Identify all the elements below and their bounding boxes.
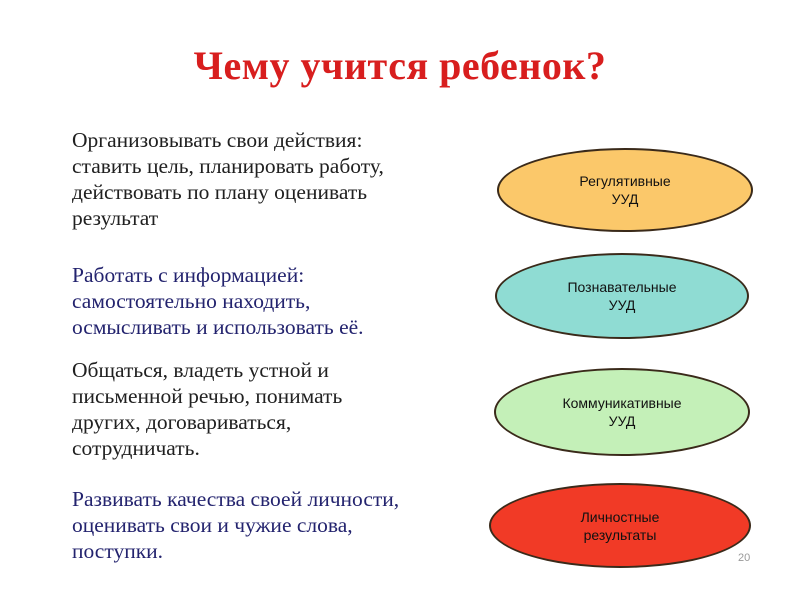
oval-cognitive	[495, 253, 749, 339]
page-number: 20	[738, 552, 751, 564]
paragraph-personality: Развивать качества своей личности, оценивать свои и чужие слова, поступки.	[72, 487, 400, 563]
oval-cognitive-label: Познавательные УУД	[567, 279, 677, 313]
oval-regulatory	[497, 148, 753, 232]
oval-communicative-label: Коммуникативные УУД	[562, 395, 682, 429]
paragraph-information: Работать с информацией: самостоятельно находить, осмысливать и использовать её.	[72, 263, 364, 339]
paragraph-organize: Организовывать свои действия: ставить цель, планировать работу, действовать по плану оценивать результат	[72, 128, 384, 230]
slide-title: Чему учится ребенок?	[193, 43, 607, 88]
oval-communicative	[494, 368, 750, 456]
oval-personal-label: Личностные результаты	[580, 508, 660, 543]
oval-personal	[489, 483, 751, 568]
paragraph-communicate: Общаться, владеть устной и письменной речью, понимать других, договариваться, сотрудничать.	[72, 358, 343, 460]
oval-regulatory-label: Регулятивные УУД	[579, 173, 671, 207]
